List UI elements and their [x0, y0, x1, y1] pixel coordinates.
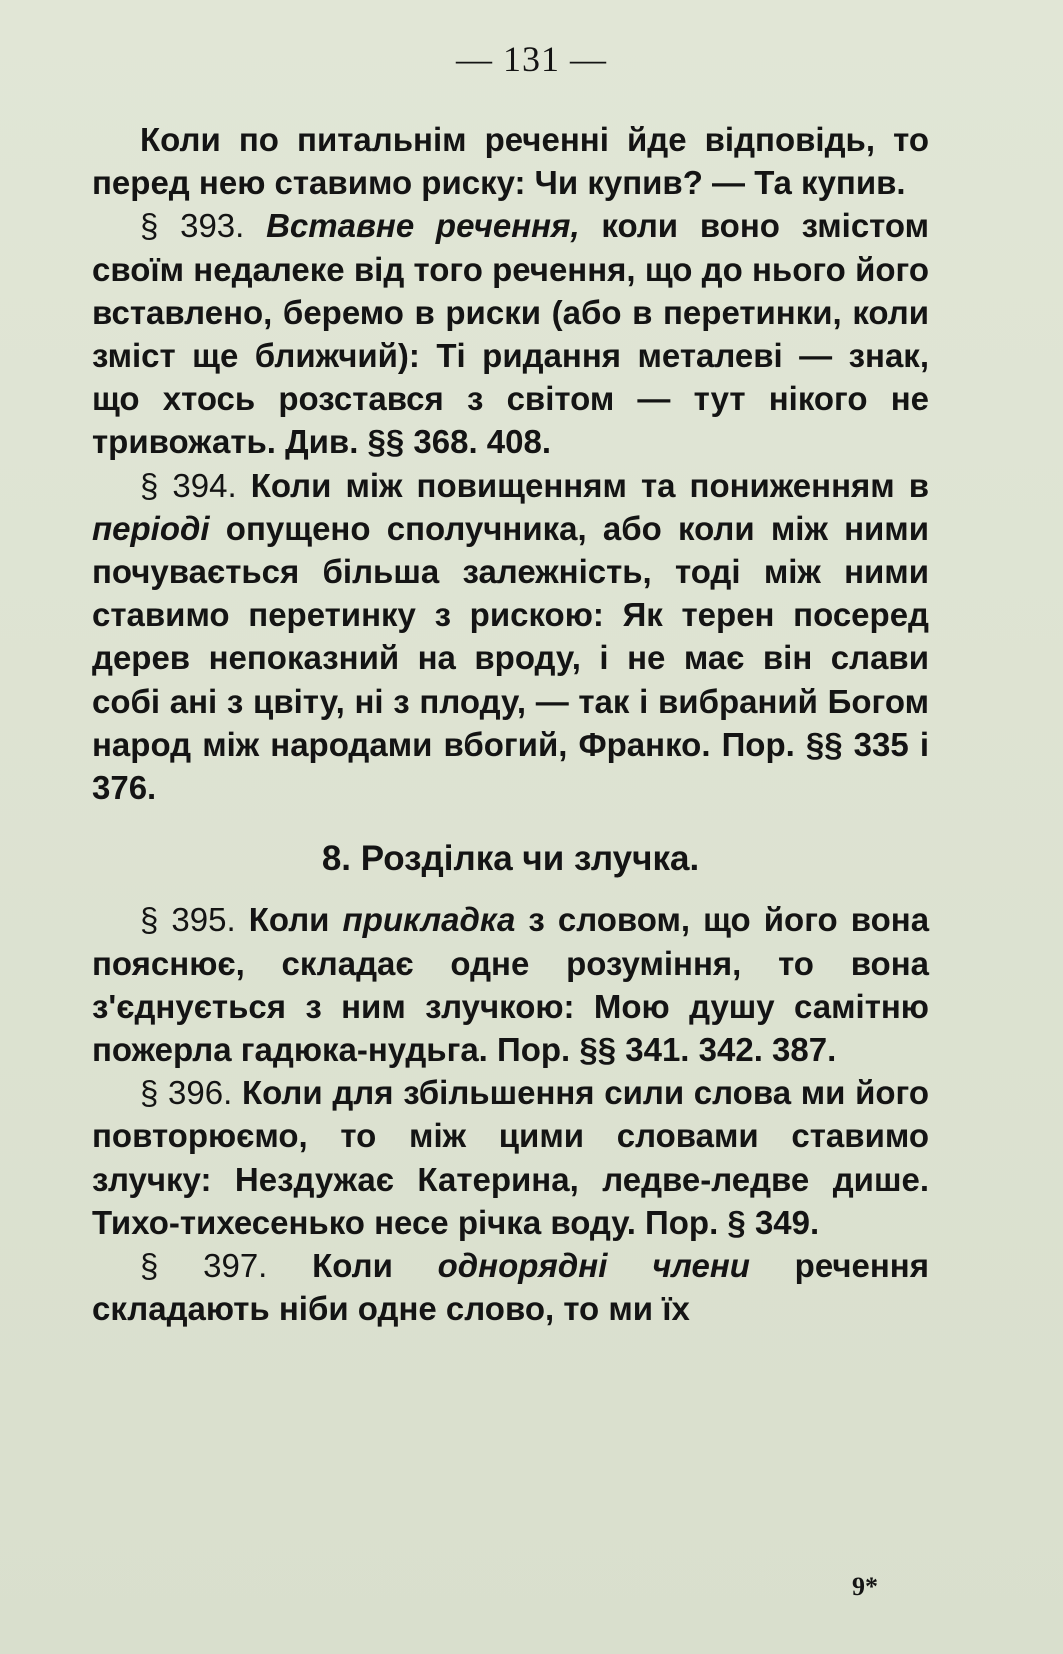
section-number: § 393. — [140, 207, 245, 245]
section-number: § 396. — [140, 1074, 233, 1112]
paragraph-text: коли воно змістом своїм недалеке від того речення, що до нього його вставлено, беремо в риски (або в перетинки, коли зміст ще ближчий): Ті ридання металеві — знак, що хтось розстався з світом — тут нікого не тривожать. Див. §§ 368. 408. — [92, 207, 930, 461]
paragraph-text: Коли між повищенням та пониженням в — [250, 466, 930, 504]
section-heading: 8. Розділка чи злучка. — [321, 839, 700, 879]
page-body — [92, 118, 929, 1330]
paragraph-text: з словом, що його вона пояснює, складає одне розуміння, то вона з'єднується з ним злучкою: Мою душу самітню пожерла гадюка-нудьга. Пор. §§ 341. 342. 387. — [92, 901, 930, 1069]
paragraph-text: Коли — [248, 901, 330, 939]
paragraph-intro: Коли по питальнім реченні йде відповідь, то перед нею ставимо риску: Чи купив? — Та купив. — [92, 121, 929, 202]
italic-term: прикладка — [342, 901, 516, 939]
paragraph-395 — [92, 898, 929, 1071]
italic-term: періоді — [92, 509, 210, 547]
paragraph-396 — [92, 1071, 929, 1244]
paragraph-text: опущено сполучника, або коли між ними почувається більша залежність, тоді між ними ставимо перетинку з рискою: Як терен посеред дерев непоказний на вроду, і не має він слави собі ані з цвіту, ні з плоду, — так і вибраний Богом народ між народами вбогий, Франко. Пор. §§ 335 і 376. — [92, 509, 930, 807]
section-number: § 397. — [140, 1247, 268, 1285]
printer-signature-mark: 9* — [852, 1572, 878, 1601]
paragraph-text: Коли — [312, 1247, 393, 1285]
section-number: § 394. — [140, 466, 237, 504]
paragraph-394 — [92, 464, 929, 810]
paragraph-393 — [92, 204, 929, 463]
page-number: — 131 — — [456, 39, 607, 79]
paragraph-text: Коли для збільшення сили слова ми його повторюємо, то між цими словами ставимо злучку: Нездужає Катерина, ледве-ледве дише. Тихо-тихесенько несе річка воду. Пор. § 349. — [92, 1074, 930, 1241]
section-number: § 395. — [140, 901, 236, 939]
paragraph-text: речення складають ніби одне слово, то ми їх — [92, 1247, 929, 1328]
paragraph-397 — [92, 1244, 929, 1330]
italic-term: однорядні члени — [437, 1247, 750, 1285]
italic-term: Вставне речення, — [266, 207, 580, 245]
